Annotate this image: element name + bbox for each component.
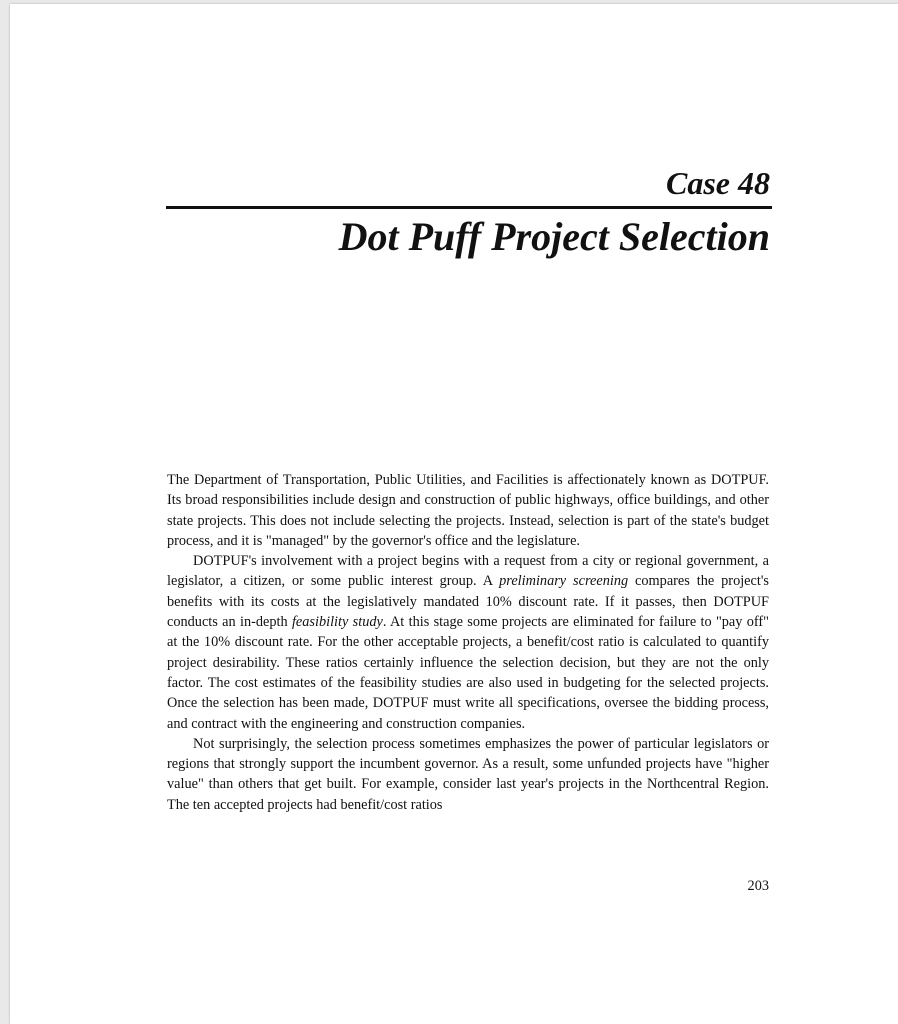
- document-page: [10, 4, 898, 1024]
- case-label: Case 48: [666, 165, 770, 201]
- term-preliminary-screening: preliminary screening: [499, 573, 629, 590]
- title-rule: [166, 206, 772, 209]
- paragraph-1: The Department of Transportation, Public Utilities, and Facilities is affectionately known as DOTPUF. Its broad responsibilities include design and construction of public highways, office buildings, and other state projects. This does not include selecting the projects. Instead, selection is part of the state's budget process, and it is "managed" by the governor's office and the legislature.: [167, 472, 769, 549]
- paragraph-2-part-1: DOTPUF's involvement with a project begins with a request from a city or regional government, a legislator, a citizen, or some public interest group. A: [167, 553, 769, 590]
- paragraph-2-part-3: . At this stage some projects are eliminated for failure to "pay off" at the 10% discount rate. For the other acceptable projects, a benefit/cost ratio is calculated to quantify project desirability. These ratios certainly influence the selection decision, but they are not the only factor. The cost estimates of the feasibility studies are also used in budgeting for the selected projects. Once the selection has been made, DOTPUF must write all specifications, oversee the bidding process, and contract with the engineering and construction companies.: [167, 614, 770, 732]
- term-feasibility-study: feasibility study: [291, 614, 383, 631]
- paragraph-2-part-2: compares the project's benefits with its costs at the legislatively mandated 10% discount rate. If it passes, then DOTPUF conducts an in-depth: [167, 573, 769, 631]
- page-number: 203: [747, 878, 769, 894]
- paragraph-3: Not surprisingly, the selection process sometimes emphasizes the power of particular legislators or regions that strongly support the incumbent governor. As a result, some unfunded projects have "higher value" than others that get built. For example, consider last year's projects in the Northcentral Region. The ten accepted projects had benefit/cost ratios: [167, 735, 769, 813]
- body-text: [167, 470, 769, 815]
- paragraph-2: [167, 551, 769, 734]
- chapter-title: Dot Puff Project Selection: [338, 214, 770, 259]
